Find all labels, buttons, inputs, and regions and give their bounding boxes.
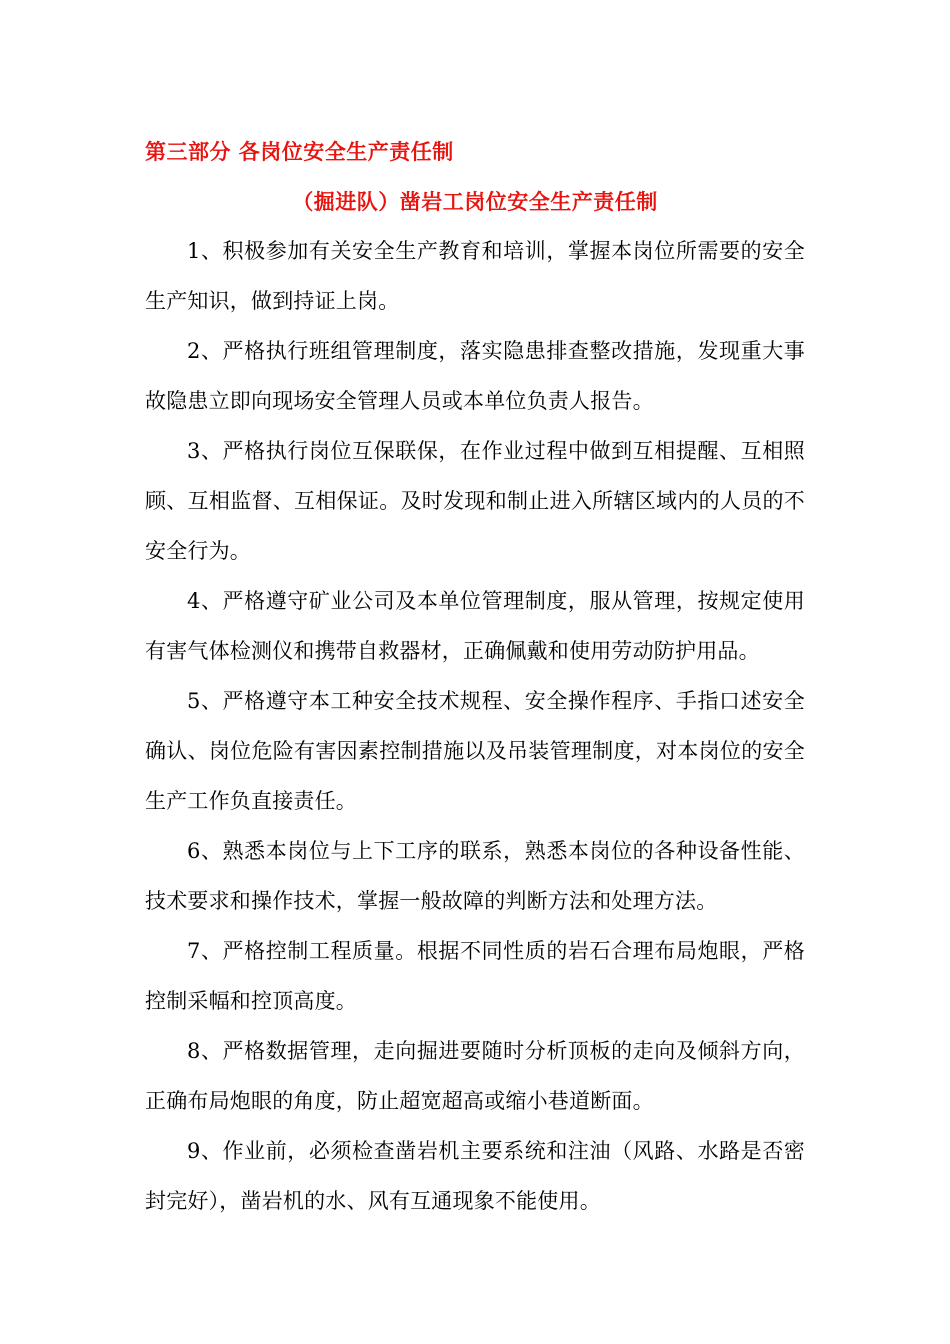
paragraph-3: 3、严格执行岗位互保联保，在作业过程中做到互相提醒、互相照顾、互相监督、互相保证。及时发现和制止进入所辖区域内的人员的不安全行为。 [145,439,805,563]
paragraph-7: 7、严格控制工程质量。根据不同性质的岩石合理布局炮眼，严格控制采幅和控顶高度。 [145,939,805,1013]
document-body [145,226,805,1226]
paragraph-1: 1、积极参加有关安全生产教育和培训，掌握本岗位所需要的安全生产知识，做到持证上岗。 [145,239,805,313]
paragraph-4: 4、严格遵守矿业公司及本单位管理制度，服从管理，按规定使用有害气体检测仪和携带自救器材，正确佩戴和使用劳动防护用品。 [145,589,805,663]
paragraph-6: 6、熟悉本岗位与上下工序的联系，熟悉本岗位的各种设备性能、技术要求和操作技术，掌握一般故障的判断方法和处理方法。 [145,839,805,913]
section-title: 第三部分 各岗位安全生产责任制 [145,140,454,164]
document-title: （掘进队）凿岩工岗位安全生产责任制 [292,190,658,214]
paragraph-8: 8、严格数据管理，走向掘进要随时分析顶板的走向及倾斜方向，正确布局炮眼的角度，防止超宽超高或缩小巷道断面。 [145,1039,805,1113]
paragraph-5: 5、严格遵守本工种安全技术规程、安全操作程序、手指口述安全确认、岗位危险有害因素控制措施以及吊装管理制度，对本岗位的安全生产工作负直接责任。 [145,689,805,813]
paragraph-9: 9、作业前，必须检查凿岩机主要系统和注油（风路、水路是否密封完好），凿岩机的水、风有互通现象不能使用。 [145,1139,805,1213]
paragraph-2: 2、严格执行班组管理制度，落实隐患排查整改措施，发现重大事故隐患立即向现场安全管理人员或本单位负责人报告。 [145,339,805,413]
